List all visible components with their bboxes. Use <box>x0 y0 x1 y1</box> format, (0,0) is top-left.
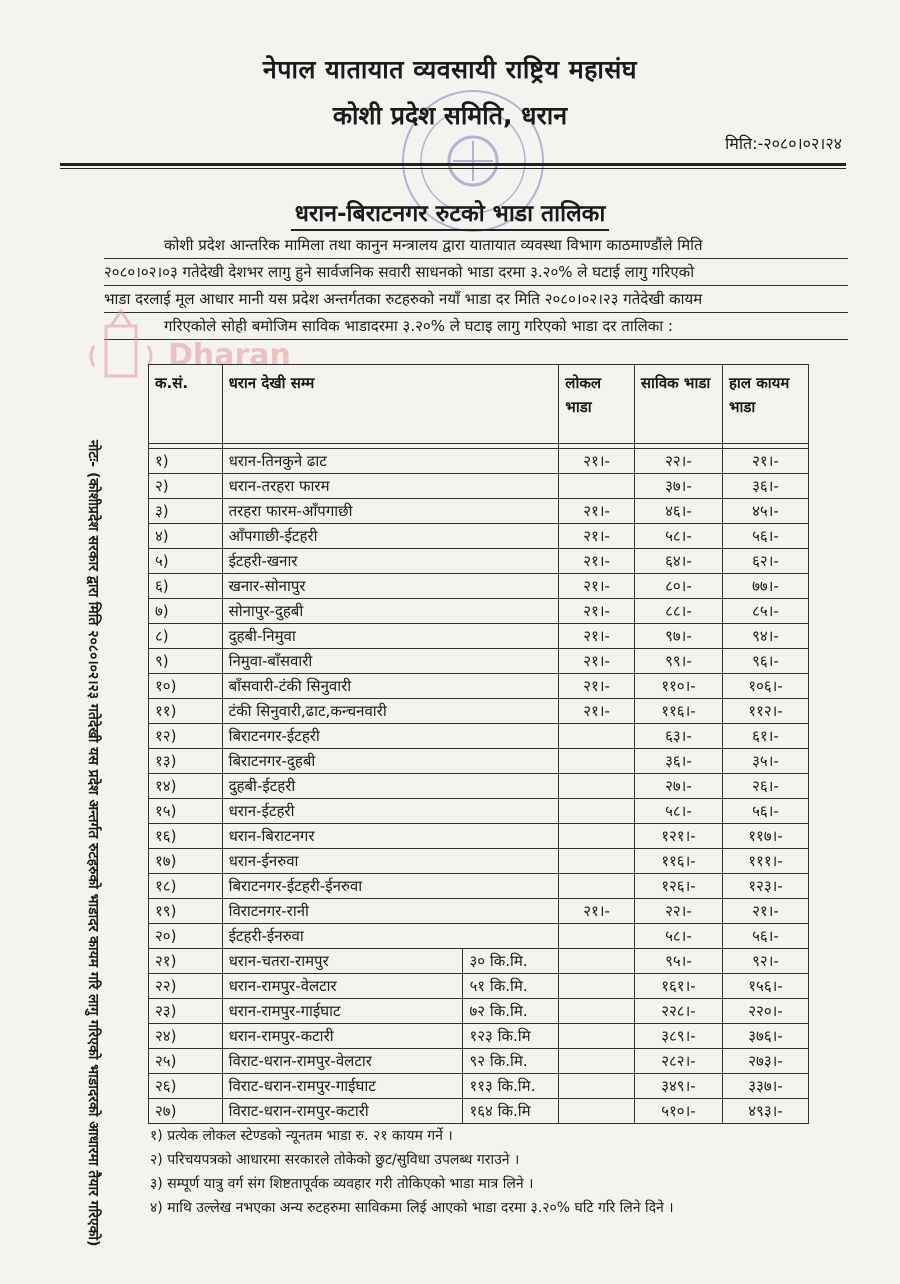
cell-local <box>559 924 635 949</box>
cell-distance: ३० कि.मि. <box>463 949 559 974</box>
cell-new: ११७।- <box>722 824 808 849</box>
cell-route: विराट-धरान-रामपुर-वेलटार <box>222 1049 463 1074</box>
table-row <box>149 824 809 849</box>
cell-distance <box>463 749 559 774</box>
fare-table <box>148 364 809 1124</box>
cell-sn: १७) <box>149 849 223 874</box>
header-divider <box>60 163 846 166</box>
cell-route: आँपगाछी-ईटहरी <box>222 524 463 549</box>
table-row <box>149 624 809 649</box>
cell-local: २१।- <box>559 524 635 549</box>
notes-list <box>150 1124 850 1220</box>
cell-old: ५८।- <box>634 799 722 824</box>
col-header-distance <box>463 365 559 444</box>
cell-route: धरान-बिराटनगर <box>222 824 463 849</box>
table-row <box>149 574 809 599</box>
cell-route: तरहरा फारम-आँपगाछी <box>222 499 463 524</box>
cell-route: धरान-ईनरुवा <box>222 849 463 874</box>
cell-route: धरान-रामपुर-वेलटार <box>222 974 463 999</box>
cell-distance <box>463 899 559 924</box>
cell-sn: ८) <box>149 624 223 649</box>
header-divider-thin <box>60 168 846 169</box>
cell-route: टंकी सिनुवारी,ढाट,कन्चनवारी <box>222 699 463 724</box>
side-note: नोटः- (कोशीप्रदेश सरकार द्वारा मिति २०८०।०२।२३ गतेदेखी यस प्रदेश अन्तर्गत रुटहरुको भाडादर कायम गरि लागु गरिएको भाडादरको आधारमा तैयार गरिएको) <box>85 440 101 1247</box>
cell-distance <box>463 474 559 499</box>
cell-distance: ७२ कि.मि. <box>463 999 559 1024</box>
cell-sn: १३) <box>149 749 223 774</box>
cell-old: ३७।- <box>634 474 722 499</box>
cell-new: १०६।- <box>722 674 808 699</box>
committee-name: कोशी प्रदेश समिति, धरान <box>332 101 568 130</box>
cell-new: ९४।- <box>722 624 808 649</box>
cell-old: ८८।- <box>634 599 722 624</box>
cell-route: धरान-तिनकुने ढाट <box>222 449 463 474</box>
cell-old: २२।- <box>634 899 722 924</box>
table-row <box>149 899 809 924</box>
cell-local: २१।- <box>559 674 635 699</box>
cell-route: सोनापुर-दुहबी <box>222 599 463 624</box>
cell-old: २८२।- <box>634 1049 722 1074</box>
cell-new: २६।- <box>722 774 808 799</box>
cell-old: १२६।- <box>634 874 722 899</box>
cell-route: धरान-रामपुर-गाईघाट <box>222 999 463 1024</box>
cell-sn: १६) <box>149 824 223 849</box>
cell-route: धरान-तरहरा फारम <box>222 474 463 499</box>
cell-sn: २५) <box>149 1049 223 1074</box>
cell-old: ११६।- <box>634 699 722 724</box>
table-row <box>149 499 809 524</box>
cell-route: दुहबी-ईटहरी <box>222 774 463 799</box>
cell-new: १२३।- <box>722 874 808 899</box>
cell-sn: ३) <box>149 499 223 524</box>
cell-sn: २०) <box>149 924 223 949</box>
cell-local <box>559 849 635 874</box>
cell-distance <box>463 524 559 549</box>
watermark-text: Dharan <box>168 338 291 373</box>
table-row <box>149 699 809 724</box>
cell-distance <box>463 849 559 874</box>
cell-distance <box>463 674 559 699</box>
cell-new: ५६।- <box>722 799 808 824</box>
cell-sn: २२) <box>149 974 223 999</box>
cell-sn: १८) <box>149 874 223 899</box>
cell-old: ६४।- <box>634 549 722 574</box>
table-row <box>149 649 809 674</box>
intro-line: भाडा दरलाई मूल आधार मानी यस प्रदेश अन्तर्गतका रुटहरुको नयाँ भाडा दर मिति २०८०।०२।२३ गतेदेखी कायम <box>104 286 848 313</box>
cell-sn: ५) <box>149 549 223 574</box>
cell-local <box>559 724 635 749</box>
cell-sn: २३) <box>149 999 223 1024</box>
cell-route: खनार-सोनापुर <box>222 574 463 599</box>
cell-new: २२०।- <box>722 999 808 1024</box>
table-row <box>149 1099 809 1124</box>
cell-distance <box>463 824 559 849</box>
cell-local: २१।- <box>559 599 635 624</box>
cell-local: २१।- <box>559 549 635 574</box>
cell-local: २१।- <box>559 899 635 924</box>
cell-sn: २६) <box>149 1074 223 1099</box>
cell-distance <box>463 924 559 949</box>
cell-new: ९२।- <box>722 949 808 974</box>
table-row <box>149 524 809 549</box>
cell-local <box>559 1049 635 1074</box>
table-row <box>149 474 809 499</box>
note-item: १) प्रत्येक लोकल स्टेण्डको न्यूनतम भाडा रु. २१ कायम गर्ने । <box>150 1128 453 1144</box>
cell-distance: ९२ कि.मि. <box>463 1049 559 1074</box>
cell-distance <box>463 599 559 624</box>
note-item: ३) सम्पूर्ण यात्रु वर्ग संग शिष्टतापूर्वक व्यवहार गरी तोकिएको भाडा मात्र लिने । <box>150 1176 534 1192</box>
cell-route: विराट-धरान-रामपुर-कटारी <box>222 1099 463 1124</box>
cell-new: २१।- <box>722 899 808 924</box>
cell-new: ५६।- <box>722 524 808 549</box>
cell-route: विराटनगर-रानी <box>222 899 463 924</box>
cell-sn: १२) <box>149 724 223 749</box>
cell-route: बिराटनगर-ईटहरी <box>222 724 463 749</box>
cell-local: २१।- <box>559 499 635 524</box>
cell-local <box>559 874 635 899</box>
cell-new: १११।- <box>722 849 808 874</box>
cell-local: २१।- <box>559 699 635 724</box>
table-row <box>149 974 809 999</box>
cell-local <box>559 974 635 999</box>
cell-new: ३५।- <box>722 749 808 774</box>
fare-table-body <box>149 444 809 1124</box>
cell-sn: २१) <box>149 949 223 974</box>
cell-route: धरान-ईटहरी <box>222 799 463 824</box>
cell-route: बिराटनगर-दुहबी <box>222 749 463 774</box>
cell-new: ३३७।- <box>722 1074 808 1099</box>
cell-distance <box>463 724 559 749</box>
cell-old: ८०।- <box>634 574 722 599</box>
cell-distance: ११३ कि.मि. <box>463 1074 559 1099</box>
cell-new: ११२।- <box>722 699 808 724</box>
note-item: ४) माथि उल्लेख नभएका अन्य रुटहरुमा साविकमा लिई आएको भाडा दरमा ३.२०% घटि गरि लिने दिने । <box>150 1200 674 1216</box>
cell-distance <box>463 649 559 674</box>
cell-sn: २७) <box>149 1099 223 1124</box>
cell-local <box>559 1099 635 1124</box>
intro-line: कोशी प्रदेश आन्तरिक मामिला तथा कानुन मन्त्रालय द्वारा यातायात व्यवस्था विभाग काठमाण्डौंले मिति <box>104 232 848 259</box>
table-row <box>149 674 809 699</box>
col-header-sn: क.सं. <box>149 365 223 444</box>
document-title: धरान-बिराटनगर रुटको भाडा तालिका <box>0 196 900 228</box>
cell-old: ३४९।- <box>634 1074 722 1099</box>
cell-old: ५८।- <box>634 524 722 549</box>
table-row <box>149 999 809 1024</box>
cell-distance <box>463 549 559 574</box>
cell-local <box>559 1074 635 1099</box>
intro-line: गरिएकोले सोही बमोजिम साविक भाडादरमा ३.२०% ले घटाइ लागु गरिएको भाडा दर तालिका : <box>104 313 848 340</box>
cell-route: विराट-धरान-रामपुर-गाईघाट <box>222 1074 463 1099</box>
table-row <box>149 1074 809 1099</box>
cell-route: बाँसवारी-टंकी सिनुवारी <box>222 674 463 699</box>
cell-old: ९९।- <box>634 649 722 674</box>
cell-distance: ५१ कि.मि. <box>463 974 559 999</box>
cell-sn: ७) <box>149 599 223 624</box>
cell-old: ५८।- <box>634 924 722 949</box>
cell-old: ३८९।- <box>634 1024 722 1049</box>
cell-new: ७७।- <box>722 574 808 599</box>
cell-sn: ६) <box>149 574 223 599</box>
cell-distance <box>463 574 559 599</box>
cell-old: १२१।- <box>634 824 722 849</box>
cell-old: ११०।- <box>634 674 722 699</box>
cell-new: ९६।- <box>722 649 808 674</box>
cell-sn: १) <box>149 449 223 474</box>
cell-distance <box>463 874 559 899</box>
table-header-row <box>149 365 809 444</box>
cell-new: ६२।- <box>722 549 808 574</box>
cell-distance <box>463 624 559 649</box>
table-row <box>149 449 809 474</box>
cell-sn: १९) <box>149 899 223 924</box>
cell-sn: १४) <box>149 774 223 799</box>
cell-old: ५१०।- <box>634 1099 722 1124</box>
cell-new: २१।- <box>722 449 808 474</box>
cell-new: ८५।- <box>722 599 808 624</box>
cell-old: २७।- <box>634 774 722 799</box>
cell-route: ईटहरी-खनार <box>222 549 463 574</box>
cell-new: १५६।- <box>722 974 808 999</box>
cell-distance <box>463 774 559 799</box>
table-row <box>149 774 809 799</box>
table-row <box>149 549 809 574</box>
cell-old: ९७।- <box>634 624 722 649</box>
cell-local <box>559 1024 635 1049</box>
cell-new: ५६।- <box>722 924 808 949</box>
cell-local <box>559 824 635 849</box>
table-row <box>149 1024 809 1049</box>
col-header-old: साविक भाडा <box>634 365 722 444</box>
cell-local <box>559 949 635 974</box>
col-header-local: लोकल भाडा <box>559 365 635 444</box>
cell-old: ६३।- <box>634 724 722 749</box>
cell-local <box>559 474 635 499</box>
cell-route: निमुवा-बाँसवारी <box>222 649 463 674</box>
cell-sn: ९) <box>149 649 223 674</box>
cell-sn: २) <box>149 474 223 499</box>
cell-sn: ४) <box>149 524 223 549</box>
cell-local: २१।- <box>559 624 635 649</box>
cell-distance <box>463 499 559 524</box>
cell-local: २१।- <box>559 649 635 674</box>
col-header-new: हाल कायम भाडा <box>722 365 808 444</box>
cell-old: २२८।- <box>634 999 722 1024</box>
cell-sn: २४) <box>149 1024 223 1049</box>
cell-sn: ११) <box>149 699 223 724</box>
note-item: २) परिचयपत्रको आधारमा सरकारले तोकेको छुट/सुविधा उपलब्ध गराउने । <box>150 1152 520 1168</box>
table-row <box>149 724 809 749</box>
cell-local: २१।- <box>559 574 635 599</box>
cell-local <box>559 774 635 799</box>
cell-route: ईटहरी-ईनरुवा <box>222 924 463 949</box>
cell-distance <box>463 699 559 724</box>
cell-route: बिराटनगर-ईटहरी-ईनरुवा <box>222 874 463 899</box>
cell-distance: १६४ कि.मि <box>463 1099 559 1124</box>
organization-name: नेपाल यातायात व्यवसायी राष्ट्रिय महासंघ <box>262 55 638 84</box>
table-row <box>149 799 809 824</box>
table-row <box>149 874 809 899</box>
cell-old: ४६।- <box>634 499 722 524</box>
cell-new: ४९३।- <box>722 1099 808 1124</box>
document-date: मिति:-२०८०।०२।२४ <box>725 134 842 153</box>
table-row <box>149 924 809 949</box>
cell-local: २१।- <box>559 449 635 474</box>
cell-old: १६१।- <box>634 974 722 999</box>
cell-distance: १२३ कि.मि <box>463 1024 559 1049</box>
table-row <box>149 949 809 974</box>
cell-new: २७३।- <box>722 1049 808 1074</box>
col-header-route: धरान देखी सम्म <box>222 365 463 444</box>
cell-new: ६१।- <box>722 724 808 749</box>
table-row <box>149 849 809 874</box>
intro-line: २०८०।०२।०३ गतेदेखी देशभर लागु हुने सार्वजनिक सवारी साधनको भाडा दरमा ३.२०% ले घटाई लागु गरिएको <box>104 259 848 286</box>
cell-old: ११६।- <box>634 849 722 874</box>
cell-old: २२।- <box>634 449 722 474</box>
cell-old: ३६।- <box>634 749 722 774</box>
cell-old: ९५।- <box>634 949 722 974</box>
cell-new: ३७६।- <box>722 1024 808 1049</box>
table-row <box>149 1049 809 1074</box>
cell-distance <box>463 799 559 824</box>
table-row <box>149 749 809 774</box>
cell-distance <box>463 449 559 474</box>
cell-local <box>559 999 635 1024</box>
cell-local <box>559 749 635 774</box>
cell-sn: १०) <box>149 674 223 699</box>
cell-sn: १५) <box>149 799 223 824</box>
cell-new: ४५।- <box>722 499 808 524</box>
cell-route: दुहबी-निमुवा <box>222 624 463 649</box>
cell-new: ३६।- <box>722 474 808 499</box>
table-row <box>149 599 809 624</box>
cell-local <box>559 799 635 824</box>
cell-route: धरान-रामपुर-कटारी <box>222 1024 463 1049</box>
cell-route: धरान-चतरा-रामपुर <box>222 949 463 974</box>
